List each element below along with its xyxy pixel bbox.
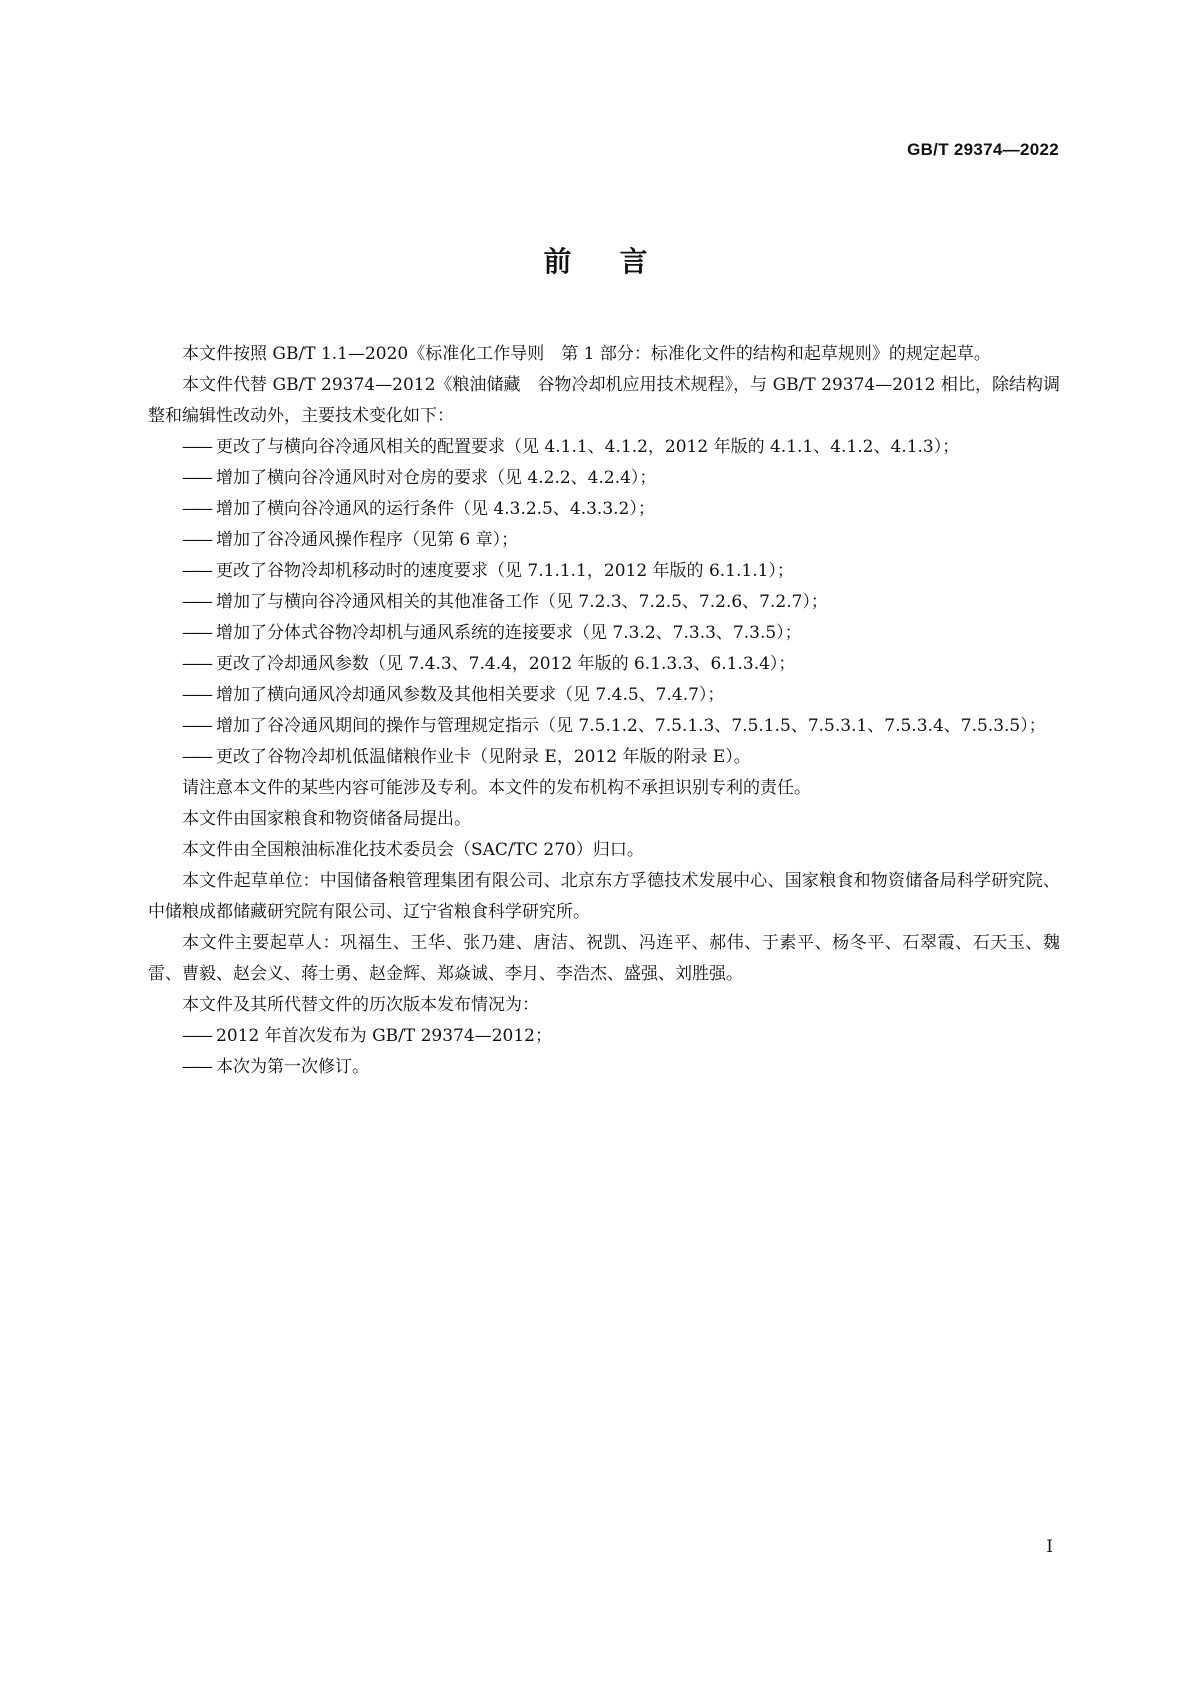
paragraph: 本文件由国家粮食和物资储备局提出。 [182,809,471,829]
list-item: —— 增加了谷冷通风操作程序（见第 6 章）； [148,525,1060,556]
dash-marker: —— [182,685,210,705]
dash-marker: —— [182,499,210,519]
document-number: GB/T 29374—2022 [907,140,1059,159]
list-item: —— 本次为第一次修订。 [148,1052,1060,1083]
paragraph: 本文件按照 GB/T 1.1—2020《标准化工作导则 第 1 部分：标准化文件的结构和起草规则》的规定起草。 [182,344,991,364]
dash-marker: —— [182,561,210,581]
dash-marker: —— [182,654,210,674]
list-item: —— 更改了谷物冷却机低温储粮作业卡（见附录 E，2012 年版的附录 E）。 [148,742,1060,773]
paragraph: 本文件主要起草人：巩福生、王华、张乃建、唐洁、祝凯、冯连平、郝伟、于素平、杨冬平、石翠霞、石天玉、魏雷、曹毅、赵会义、蒋士勇、赵金辉、郑焱诚、李月、李浩杰、盛强、刘胜强。 [148,933,1060,984]
foreword-body [148,339,1060,1083]
list-item: —— 增加了横向谷冷通风时对仓房的要求（见 4.2.2、4.2.4）； [148,463,1060,494]
list-item: —— 增加了横向谷冷通风的运行条件（见 4.3.2.5、4.3.3.2）； [148,494,1060,525]
history-list [148,1021,1060,1083]
page-number: I [1046,1537,1053,1557]
dash-marker: —— [182,1026,210,1046]
dash-marker: —— [182,468,210,488]
dash-marker: —— [182,437,210,457]
dash-marker: —— [182,747,210,767]
dash-marker: —— [182,592,210,612]
list-item: —— 2012 年首次发布为 GB/T 29374—2012； [148,1021,1060,1052]
paragraph: 本文件及其所代替文件的历次版本发布情况为： [182,995,539,1015]
changes-list [148,432,1060,773]
paragraph: 本文件代替 GB/T 29374—2012《粮油储藏 谷物冷却机应用技术规程》，与 GB/T 29374—2012 相比，除结构调整和编辑性改动外，主要技术变化如下： [148,375,1060,426]
dash-marker: —— [182,623,210,643]
list-item: —— 更改了与横向谷冷通风相关的配置要求（见 4.1.1、4.1.2，2012 年版的 4.1.1、4.1.2、4.1.3）； [148,432,1060,463]
list-item: —— 增加了横向通风冷却通风参数及其他相关要求（见 7.4.5、7.4.7）； [148,680,1060,711]
paragraph: 本文件起草单位：中国储备粮管理集团有限公司、北京东方孚德技术发展中心、国家粮食和物资储备局科学研究院、中储粮成都储藏研究院有限公司、辽宁省粮食科学研究所。 [148,871,1060,922]
dash-marker: —— [182,1057,210,1077]
list-item: —— 增加了谷冷通风期间的操作与管理规定指示（见 7.5.1.2、7.5.1.3、7.5.1.5、7.5.3.1、7.5.3.4、7.5.3.5）； [148,711,1060,742]
paragraph: 本文件由全国粮油标准化技术委员会（SAC/TC 270）归口。 [182,840,644,860]
list-item: —— 更改了谷物冷却机移动时的速度要求（见 7.1.1.1，2012 年版的 6.1.1.1）； [148,556,1060,587]
list-item: —— 增加了分体式谷物冷却机与通风系统的连接要求（见 7.3.2、7.3.3、7.3.5）； [148,618,1060,649]
list-item: —— 更改了冷却通风参数（见 7.4.3、7.4.4，2012 年版的 6.1.3.3、6.1.3.4）； [148,649,1060,680]
dash-marker: —— [182,530,210,550]
list-item: —— 增加了与横向谷冷通风相关的其他准备工作（见 7.2.3、7.2.5、7.2.6、7.2.7）； [148,587,1060,618]
dash-marker: —— [182,716,210,736]
page-title: 前言 [543,245,696,278]
paragraph: 请注意本文件的某些内容可能涉及专利。本文件的发布机构不承担识别专利的责任。 [182,778,811,798]
